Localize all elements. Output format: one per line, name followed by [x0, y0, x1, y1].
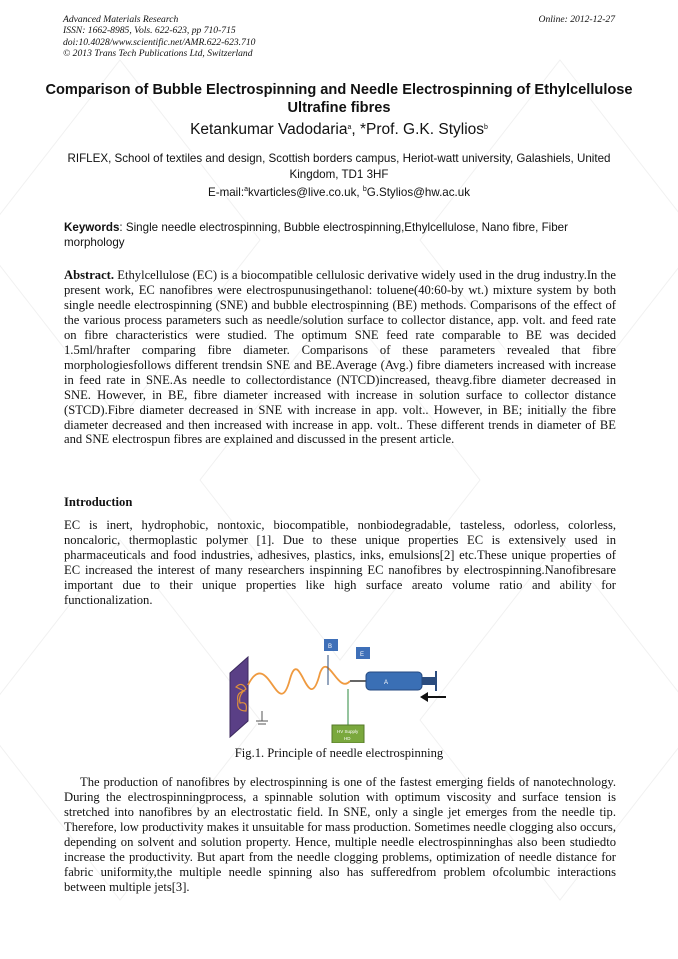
email-b-mark: b: [362, 186, 367, 193]
author-2-mark: b: [484, 124, 488, 131]
keywords-label: Keywords: [64, 221, 120, 234]
intro-paragraph-1: EC is inert, hydrophobic, nontoxic, biocompatible, nonbiodegradable, tasteless, odorless, colorless, noncaloric, thermoplastic polymer [1]. Due to these unique properties EC is extensively used in pharmaceuticals and food industries, adhesives, plastics, inks, emulsions[2] etc.These unique properties of EC increased the interest of many researchers inspinning EC nanofibres by electrospinning.Nanofibresare important due to their unique properties like high surface areato volume ratio and ability for functionalization.: [64, 518, 616, 607]
hv-supply-label-2: HD: [344, 736, 351, 741]
paper-title: Comparison of Bubble Electrospinning and Needle Electrospinning of Ethylcellulose Ultrafine fibres: [45, 82, 633, 116]
figure-needle-electrospinning: [228, 625, 446, 743]
abstract: [64, 268, 616, 447]
section-heading-introduction: Introduction: [64, 495, 133, 509]
keywords: [64, 221, 616, 250]
journal-name: Advanced Materials Research: [63, 14, 179, 25]
abstract-text: Ethylcellulose (EC) is a biocompatible cellulosic derivative widely used in the drug industry.In the present work, EC nanofibres were electrospunusingethanol: toluene(40:60-by wt.) mixture system by both single needle electrospinning (SNE) and bubble electrospinning (BE) methods. Comparisons of the effect of the various process parameters such as needle/solution surface to collector distance, app. volt. and feed rate on fibre characteristics were studied. The optimum SNE feed rate comparable to BE was decided 1.5ml/hrafter comparing fibre diameter. Comparisons of these parameters revealed that fibre morphologiesfollows different trendsin SNE and BE.Average (Avg.) fibre diameters increased with increase in feed rate in SNE.As needle to collectordistance (NTCD)increased, theavg.fibre diameter decreased in SNE. However, in BE, fibre diameter increased with increase in solution surface to collector distance (STCD).Fibre diameter decreased in SNE with increase in app. volt.. However, in BE; initially the fibre diameter decreased and then increased with increase in app. volt.. These different trends in diameter of BE and SNE electrospun fibres are explained and discussed in the present article.: [64, 268, 616, 447]
author-1-mark: a: [347, 124, 352, 131]
keywords-text: : Single needle electrospinning, Bubble electrospinning,Ethylcellulose, Nano fibre, Fiber morphology: [64, 221, 568, 249]
abstract-label: Abstract.: [64, 268, 115, 282]
email-a-mark: a: [244, 186, 248, 193]
email-prefix: E-mail:: [207, 186, 245, 199]
doi-line: doi:10.4028/www.scientific.net/AMR.622-623.710: [63, 36, 256, 48]
label-b: B: [328, 644, 333, 650]
syringe-barrel: [366, 672, 422, 690]
email-line: [40, 186, 638, 199]
issn-line: ISSN: 1662-8985, Vols. 622-623, pp 710-715: [63, 25, 236, 37]
electrospinning-diagram: [228, 625, 446, 743]
label-a: A: [384, 680, 389, 686]
email-b: G.Stylios@hw.ac.uk: [366, 186, 471, 199]
author-line: [40, 121, 638, 139]
ground-symbol: [256, 711, 268, 724]
email-a: kvarticles@live.co.uk,: [247, 186, 363, 199]
label-e: E: [360, 652, 365, 658]
hv-supply-label: HV Supply: [337, 729, 359, 734]
online-date: Online: 2012-12-27: [538, 14, 615, 25]
intro-paragraph-2: The production of nanofibres by electrospinning is one of the fastest emerging fields of nanotechnology. During the electrospinningprocess, a spinnable solution with optimum viscosity and surface tension is stretched into nanofibres by an electrostatic field. In SNE, only a single jet emerges from the needle tip. Therefore, low productivity makes it unsuitable for mass production. Sometimes needle clogging also occurs, depending on solvent and solution property. Hence, multiple needle electrospinninghas also been studiedto increase the productivity. But apart from the needle clogging problems, optimization of needle distance for fabric uniformity,the multiple needle spinning also has sufferedfrom problem ofcolumbic interactions between multiple jets[3].: [64, 775, 616, 894]
fibre-jet: [248, 667, 350, 694]
collector-plate: [230, 657, 248, 737]
affiliation: RIFLEX, School of textiles and design, Scottish borders campus, Heriot-watt university, Galashiels, United Kingdom, TD1 3HF: [67, 152, 611, 181]
syringe-plunger: [422, 677, 436, 685]
author-1: Ketankumar Vadodaria: [190, 121, 348, 138]
author-2: , *Prof. G.K. Stylios: [351, 121, 485, 138]
journal-header: [63, 14, 255, 59]
figure-caption: Fig.1. Principle of needle electrospinning: [234, 746, 444, 760]
copyright-line: © 2013 Trans Tech Publications Ltd, Switzerland: [63, 47, 253, 59]
